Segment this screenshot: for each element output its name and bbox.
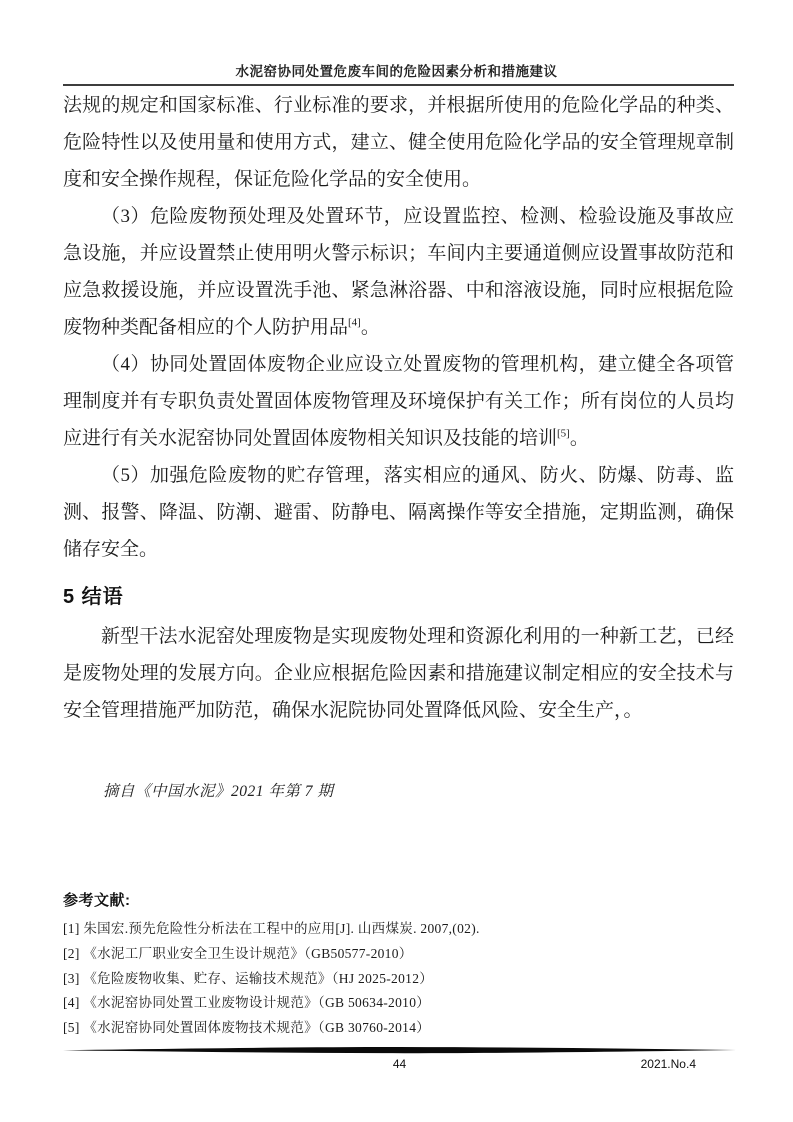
- issue-label: 2021.No.4: [640, 1057, 696, 1071]
- page-footer: [63, 1046, 736, 1073]
- conclusion-block: [63, 618, 734, 729]
- references-section: [63, 889, 734, 1041]
- paragraph-item-4: [63, 346, 734, 457]
- section-heading-conclusion: 5 结语: [63, 586, 124, 608]
- running-header-article-title: 水泥窑协同处置危废车间的危险因素分析和措施建议: [235, 64, 558, 79]
- header-rule: [63, 84, 734, 86]
- paragraph-text: （3）危险废物预处理及处置环节，应设置监控、检测、检验设施及事故应急设施，并应设置禁止使用明火警示标识；车间内主要通道侧应设置事故防范和应急救援设施，并应设置洗手池、紧急淋浴器、中和溶液设施，同时应根据危险废物种类配备相应的个人防护用品: [63, 206, 734, 338]
- references-heading: 参考文献:: [63, 892, 131, 909]
- paragraph-text: （5）加强危险废物的贮存管理，落实相应的通风、防火、防爆、防毒、监测、报警、降温、防潮、避雷、防静电、隔离操作等安全措施，定期监测，确保储存安全。: [63, 465, 734, 560]
- paragraph-text: 法规的规定和国家标准、行业标准的要求，并根据所使用的危险化学品的种类、危险特性以及使用量和使用方式，建立、健全使用危险化学品的安全管理规章制度和安全操作规程，保证危险化学品的安全使用。: [63, 95, 734, 190]
- paragraph-item-3: [63, 198, 734, 346]
- reference-item-5: [5] 《水泥窑协同处置固体废物技术规范》（GB 30760-2014）: [63, 1020, 431, 1036]
- reference-item-4: [4] 《水泥窑协同处置工业废物设计规范》（GB 50634-2010）: [63, 995, 431, 1011]
- paragraph-item-5: [63, 457, 734, 568]
- paragraph-continuation: [63, 87, 734, 198]
- reference-item-1: [1] 朱国宏.预先危险性分析法在工程中的应用[J]. 山西煤炭. 2007,(02).: [63, 921, 480, 936]
- paragraph-tail: 。: [360, 317, 380, 338]
- body-text-block: [63, 87, 734, 568]
- page-number: 44: [392, 1057, 407, 1071]
- footer-row: [63, 1057, 736, 1073]
- paragraph-text: （4）协同处置固体废物企业应设立处置废物的管理机构，建立健全各项管理制度并有专职负责处置固体废物管理及环境保护有关工作；所有岗位的人员均应进行有关水泥窑协同处置固体废物相关知识及技能的培训: [63, 354, 734, 449]
- source-attribution: 摘自《中国水泥》2021 年第 7 期: [103, 783, 334, 800]
- paragraph-tail: 。: [569, 428, 589, 449]
- citation-ref-4: [4]: [348, 316, 361, 329]
- page-content: [63, 87, 734, 1041]
- reference-item-3: [3] 《危险废物收集、贮存、运输技术规范》（HJ 2025-2012）: [63, 970, 434, 986]
- paragraph-text: 新型干法水泥窑处理废物是实现废物处理和资源化利用的一种新工艺，已经是废物处理的发展方向。企业应根据危险因素和措施建议制定相应的安全技术与安全管理措施严加防范，确保水泥院协同处置降低风险、安全生产，。: [63, 626, 734, 721]
- paragraph-conclusion: [63, 618, 734, 729]
- footer-rule: [63, 1046, 736, 1054]
- citation-ref-5: [5]: [557, 427, 570, 440]
- reference-item-2: [2] 《水泥工厂职业安全卫生设计规范》（GB50577-2010）: [63, 945, 413, 961]
